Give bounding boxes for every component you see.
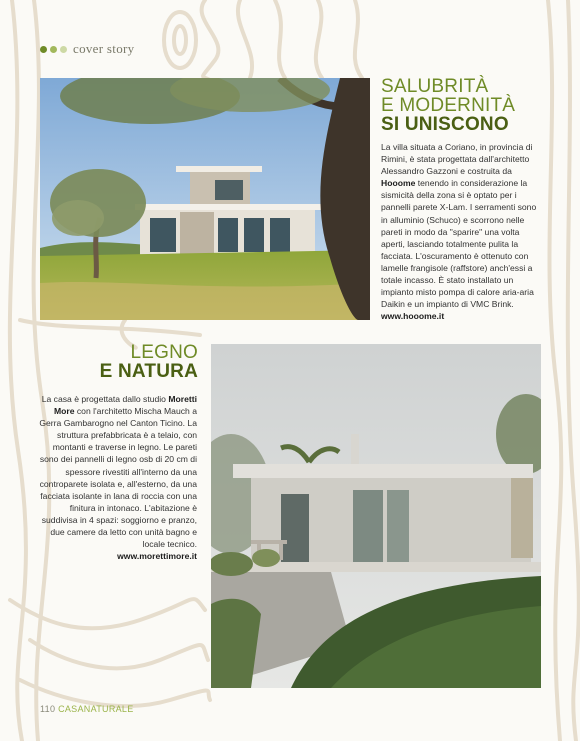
headline-2-line-1: LEGNO bbox=[130, 342, 198, 363]
headline-1-bold: SI UNISCONO bbox=[381, 114, 509, 135]
headline-1-line-1: SALUBRITÀ bbox=[381, 76, 489, 97]
headline-salubrita bbox=[381, 77, 561, 134]
dot-2 bbox=[50, 46, 57, 53]
page-footer bbox=[40, 704, 134, 714]
article-2-text-part-1: La casa è progettata dallo studio bbox=[41, 394, 169, 404]
website-morettimore-link[interactable]: www.morettimore.it bbox=[117, 551, 197, 562]
dot-1 bbox=[40, 46, 47, 53]
magazine-name-naturale: NATURALE bbox=[83, 704, 134, 714]
studio-moretti-more: Moretti More bbox=[53, 394, 197, 417]
page-number: 110 bbox=[40, 704, 56, 714]
section-title: cover story bbox=[73, 41, 135, 56]
section-dots bbox=[40, 46, 67, 53]
dot-3 bbox=[60, 46, 67, 53]
headline-2-bold: E NATURA bbox=[99, 361, 198, 382]
villa-coriano-photo bbox=[40, 78, 370, 320]
website-hooome-link[interactable]: www.hooome.it bbox=[381, 311, 445, 322]
headline-1-line-2: E MODERNITÀ bbox=[381, 95, 516, 116]
magazine-name-casa: CASA bbox=[58, 704, 84, 714]
house-ticino-photo bbox=[211, 344, 541, 688]
headline-legno bbox=[18, 343, 198, 381]
article-1-text-part-1: La villa situata a Coriano, in provincia di Rimini, è stata progettata dall'architetto Alessandro Gazzoni e costruita da bbox=[381, 142, 533, 177]
article-2-text-part-2: con l'architetto Mischa Mauch a Gerra Gambarogno nel Canton Ticino. La struttura prefabbricata è a telaio, con montanti e traverse in legno. Le pareti sono dei pannelli di legno osb di 20 cm di spessore rivestiti all'interno da una controparete isolata e, all'esterno, da una facciata isolante in lana di roccia con una finitura in intonaco. L'abitazione è suddivisa in 4 spazi: soggiorno e pranzo, due camere da letto con unità bagno e locale tecnico. bbox=[39, 406, 197, 550]
article-hooome-text bbox=[381, 141, 539, 322]
article-moretti-text bbox=[39, 393, 197, 562]
article-1-text-part-2: tenendo in considerazione la sismicità della zona si è optato per i pannelli parete X-Lam. I serramenti sono in alluminio (Schuco) e scorrono nelle pareti in modo da "sparire" una volta aperti, lasciando totalmente pulita la facciata. L'oscuramento è ottenuto con lamelle frangisole (raffstore) anch'essi a totale incasso. È stato installato un impianto misto pompa di calore aria-aria Daikin e un impianto di VMC Brink. bbox=[381, 178, 537, 310]
brand-hooome: Hooome bbox=[381, 178, 416, 189]
section-label bbox=[40, 41, 134, 57]
